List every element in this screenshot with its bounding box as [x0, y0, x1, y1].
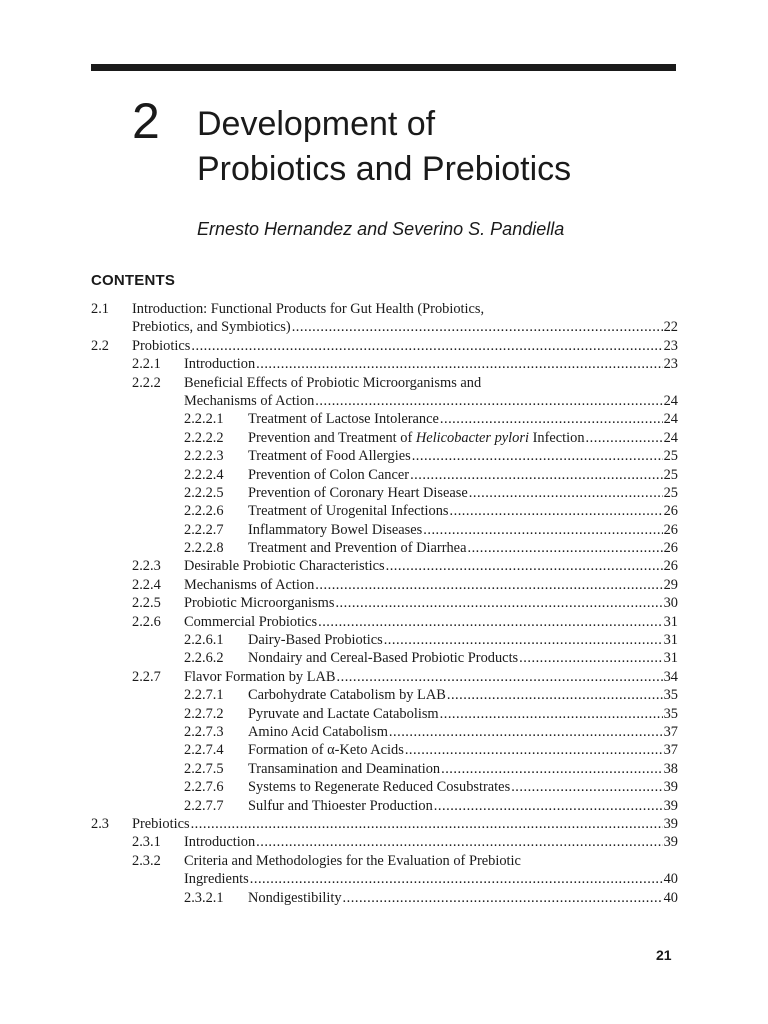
toc-entry-page: 24	[663, 392, 678, 409]
toc-entry-title: Introduction	[184, 356, 256, 373]
toc-entry-title: Prevention of Colon Cancer	[248, 466, 410, 483]
toc-entry-page: 35	[663, 687, 678, 704]
toc-entry[interactable]	[91, 557, 678, 575]
page-number: 21	[656, 947, 672, 963]
toc-leader-dots	[315, 576, 662, 594]
chapter-title-line-2: Probiotics and Prebiotics	[197, 150, 572, 188]
toc-leader-dots	[318, 613, 663, 631]
toc-entry-page: 24	[663, 429, 678, 446]
toc-entry[interactable]	[91, 355, 678, 373]
toc-entry[interactable]	[91, 870, 678, 888]
toc-entry[interactable]	[91, 337, 678, 355]
toc-leader-dots	[335, 594, 662, 612]
toc-entry-page: 25	[663, 466, 678, 483]
toc-entry-number: 2.2.2.1	[184, 411, 224, 428]
toc-entry-title: Introduction	[184, 834, 256, 851]
toc-leader-dots	[191, 337, 662, 355]
toc-entry-title: Prebiotics	[132, 815, 190, 832]
toc-leader-dots	[440, 410, 663, 428]
toc-entry-title: Criteria and Methodologies for the Evaluation of Prebiotic	[184, 852, 521, 869]
toc-entry-number: 2.2.2.2	[184, 429, 224, 446]
toc-entry-title: Treatment of Lactose Intolerance	[248, 411, 439, 428]
toc-entry-number: 2.2.2.7	[184, 521, 224, 538]
toc-entry[interactable]	[91, 705, 678, 723]
toc-entry-title: Commercial Probiotics	[184, 613, 318, 630]
toc-entry[interactable]	[91, 723, 678, 741]
toc-entry-page: 34	[663, 668, 678, 685]
toc-entry[interactable]	[91, 300, 678, 318]
toc-entry[interactable]	[91, 539, 678, 557]
toc-leader-dots	[191, 815, 663, 833]
toc-entry-number: 2.2.7.2	[184, 705, 224, 722]
toc-leader-dots	[386, 557, 663, 575]
toc-entry[interactable]	[91, 502, 678, 520]
table-of-contents	[91, 300, 678, 907]
toc-entry-number: 2.2.7.4	[184, 742, 224, 759]
toc-entry[interactable]	[91, 429, 678, 447]
toc-entry[interactable]	[91, 649, 678, 667]
toc-entry[interactable]	[91, 318, 678, 336]
toc-entry-page: 23	[663, 356, 678, 373]
toc-entry[interactable]	[91, 410, 678, 428]
toc-entry[interactable]	[91, 741, 678, 759]
toc-entry-title: Nondigestibility	[248, 889, 342, 906]
chapter-title	[197, 102, 571, 192]
toc-leader-dots	[519, 649, 662, 667]
toc-entry-page: 29	[663, 576, 678, 593]
toc-entry-number: 2.2.7	[132, 668, 161, 685]
toc-leader-dots	[256, 355, 662, 373]
toc-entry-number: 2.2.2.6	[184, 503, 224, 520]
toc-entry[interactable]	[91, 576, 678, 594]
toc-entry-page: 25	[663, 484, 678, 501]
toc-entry-title: Prevention and Treatment of Helicobacter pylori Infection	[248, 429, 585, 446]
toc-entry-title: Desirable Probiotic Characteristics	[184, 558, 385, 575]
toc-entry-title: Probiotics	[132, 337, 191, 354]
toc-entry-title: Inflammatory Bowel Diseases	[248, 521, 423, 538]
toc-entry-title: Sulfur and Thioester Production	[248, 797, 433, 814]
toc-entry-page: 37	[663, 742, 678, 759]
toc-entry-number: 2.3.2	[132, 852, 161, 869]
chapter-title-line-1: Development of	[197, 105, 436, 143]
toc-entry-number: 2.2.7.5	[184, 760, 224, 777]
toc-entry-title: Nondairy and Cereal-Based Probiotic Products	[248, 650, 519, 667]
toc-leader-dots	[469, 484, 663, 502]
toc-entry-number: 2.3	[91, 815, 109, 832]
toc-entry-page: 39	[663, 779, 678, 796]
toc-leader-dots	[423, 521, 662, 539]
toc-entry-number: 2.2.2.8	[184, 540, 224, 557]
toc-entry-title: Treatment and Prevention of Diarrhea	[248, 540, 467, 557]
toc-entry-number: 2.2	[91, 337, 109, 354]
toc-entry[interactable]	[91, 521, 678, 539]
toc-entry[interactable]	[91, 815, 678, 833]
toc-entry-page: 38	[663, 760, 678, 777]
toc-leader-dots	[337, 668, 663, 686]
toc-entry-page: 40	[663, 871, 678, 888]
toc-entry-page: 26	[663, 521, 678, 538]
toc-entry-title: Dairy-Based Probiotics	[248, 632, 383, 649]
toc-entry-page: 37	[663, 723, 678, 740]
toc-entry-title: Flavor Formation by LAB	[184, 668, 336, 685]
toc-entry-title: Ingredients	[184, 871, 249, 888]
toc-entry-title: Formation of α-Keto Acids	[248, 742, 404, 759]
toc-entry-title-italic: Helicobacter pylori	[415, 429, 529, 446]
toc-entry[interactable]	[91, 760, 678, 778]
toc-entry-page: 31	[663, 632, 678, 649]
toc-entry-title: Probiotic Microorganisms	[184, 595, 335, 612]
toc-entry-title: Beneficial Effects of Probiotic Microorganisms and	[184, 374, 482, 391]
toc-entry-title: Treatment of Food Allergies	[248, 448, 411, 465]
toc-leader-dots	[384, 631, 663, 649]
toc-entry-page: 39	[663, 797, 678, 814]
toc-entry-number: 2.2.6.2	[184, 650, 224, 667]
toc-entry-page: 31	[663, 650, 678, 667]
toc-entry-page: 24	[663, 411, 678, 428]
toc-leader-dots	[467, 539, 662, 557]
toc-entry-number: 2.2.1	[132, 356, 161, 373]
toc-entry-page: 40	[663, 889, 678, 906]
toc-entry-number: 2.2.7.3	[184, 723, 224, 740]
toc-entry-title: Mechanisms of Action	[184, 576, 315, 593]
toc-leader-dots	[511, 778, 662, 796]
toc-entry[interactable]	[91, 686, 678, 704]
toc-entry[interactable]	[91, 668, 678, 686]
toc-leader-dots	[250, 870, 663, 888]
toc-leader-dots	[434, 797, 663, 815]
toc-leader-dots	[256, 833, 662, 851]
toc-entry-number: 2.2.7.6	[184, 779, 224, 796]
toc-entry[interactable]	[91, 594, 678, 612]
contents-heading: CONTENTS	[91, 272, 176, 289]
toc-entry-page: 26	[663, 540, 678, 557]
toc-leader-dots	[389, 723, 663, 741]
toc-entry-page: 23	[663, 337, 678, 354]
toc-entry-number: 2.2.2	[132, 374, 161, 391]
toc-leader-dots	[343, 889, 663, 907]
toc-entry[interactable]	[91, 852, 678, 870]
toc-entry[interactable]	[91, 778, 678, 796]
toc-entry-title: Transamination and Deamination	[248, 760, 441, 777]
toc-entry[interactable]	[91, 889, 678, 907]
toc-entry[interactable]	[91, 392, 678, 410]
toc-entry-title: Carbohydrate Catabolism by LAB	[248, 687, 446, 704]
toc-entry-number: 2.2.2.5	[184, 484, 224, 501]
toc-entry-page: 26	[663, 558, 678, 575]
toc-leader-dots	[315, 392, 662, 410]
toc-entry[interactable]	[91, 631, 678, 649]
chapter-top-rule	[91, 64, 676, 71]
toc-entry-number: 2.2.7.1	[184, 687, 224, 704]
toc-entry-number: 2.2.4	[132, 576, 161, 593]
toc-entry-number: 2.3.1	[132, 834, 161, 851]
toc-leader-dots	[447, 686, 663, 704]
toc-entry-page: 39	[663, 834, 678, 851]
toc-entry-number: 2.2.2.3	[184, 448, 224, 465]
toc-entry-title: Treatment of Urogenital Infections	[248, 503, 449, 520]
toc-entry-number: 2.2.3	[132, 558, 161, 575]
toc-entry-number: 2.3.2.1	[184, 889, 224, 906]
toc-entry-title: Prebiotics, and Symbiotics)	[132, 319, 291, 336]
toc-entry-number: 2.2.5	[132, 595, 161, 612]
toc-entry-page: 30	[663, 595, 678, 612]
toc-leader-dots	[405, 741, 663, 759]
toc-entry-page: 31	[663, 613, 678, 630]
toc-entry-number: 2.1	[91, 301, 109, 317]
toc-entry[interactable]	[91, 447, 678, 465]
toc-leader-dots	[412, 447, 663, 465]
chapter-number: 2	[132, 93, 160, 149]
toc-entry-title: Mechanisms of Action	[184, 392, 315, 409]
toc-entry-number: 2.2.7.7	[184, 797, 224, 814]
toc-leader-dots	[292, 318, 663, 336]
toc-entry[interactable]	[91, 833, 678, 851]
toc-entry-page: 25	[663, 448, 678, 465]
toc-entry-title: Prevention of Coronary Heart Disease	[248, 484, 468, 501]
toc-leader-dots	[440, 705, 663, 723]
toc-entry-number: 2.2.6	[132, 613, 161, 630]
toc-entry-page: 35	[663, 705, 678, 722]
toc-entry-page: 39	[663, 815, 678, 832]
toc-entry-title: Introduction: Functional Products for Gut Health (Probiotics,	[132, 301, 485, 317]
toc-entry-page: 26	[663, 503, 678, 520]
toc-entry[interactable]	[91, 374, 678, 392]
toc-leader-dots	[586, 429, 663, 447]
toc-entry-number: 2.2.6.1	[184, 632, 224, 649]
toc-leader-dots	[450, 502, 663, 520]
chapter-authors: Ernesto Hernandez and Severino S. Pandiella	[197, 219, 565, 239]
toc-leader-dots	[441, 760, 663, 778]
toc-entry[interactable]	[91, 484, 678, 502]
toc-leader-dots	[410, 466, 663, 484]
toc-entry-title: Systems to Regenerate Reduced Cosubstrates	[248, 779, 511, 796]
toc-entry-title: Amino Acid Catabolism	[248, 723, 388, 740]
toc-entry-title: Pyruvate and Lactate Catabolism	[248, 705, 439, 722]
toc-entry[interactable]	[91, 613, 678, 631]
toc-entry[interactable]	[91, 466, 678, 484]
toc-entry-number: 2.2.2.4	[184, 466, 224, 483]
toc-entry[interactable]	[91, 797, 678, 815]
toc-entry-page: 22	[663, 319, 678, 336]
